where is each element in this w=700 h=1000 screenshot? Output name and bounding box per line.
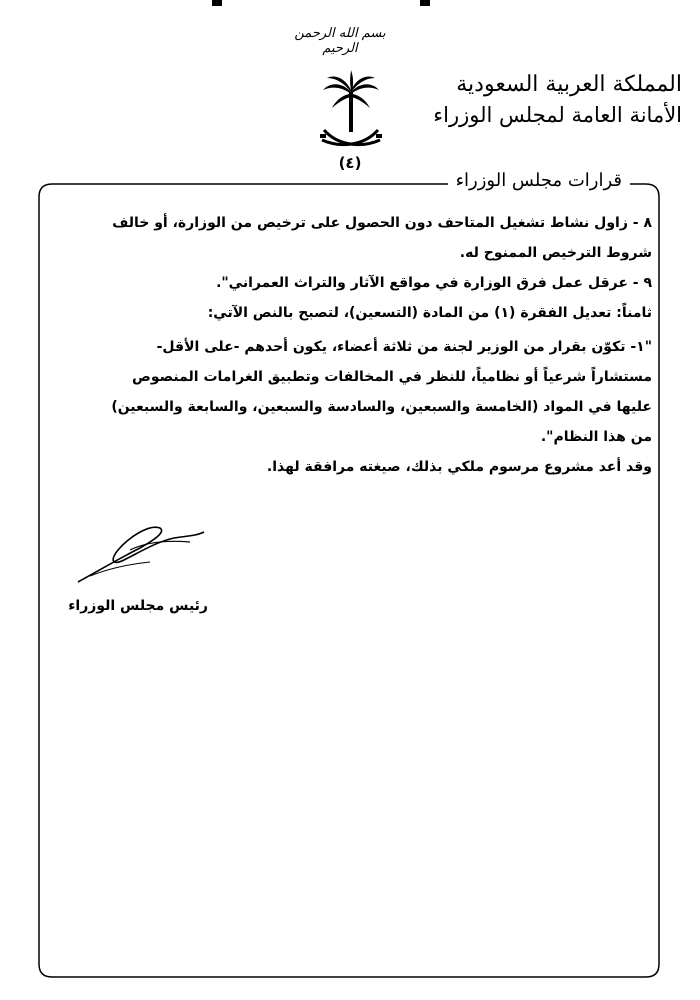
text-line: مستشاراً شرعياً أو نظامياً، للنظر في المخالفات وتطبيق الغرامات المنصوص [132,369,652,385]
text-line: ٩ - عرقل عمل فرق الوزارة في مواقع الآثار والتراث العمراني". [216,275,652,291]
text-line: من هذا النظام". [540,429,652,445]
text-line: عليها في المواد (الخامسة والسبعين، والسادسة والسبعين، والسابعة والسبعين) [111,399,652,415]
scan-mark-left [212,0,222,6]
basmala: بسم الله الرحمن الرحيم [294,26,386,56]
kingdom-name: المملكة العربية السعودية [456,72,682,97]
page-number: (٤) [338,154,362,172]
text-line: وقد أعد مشروع مرسوم ملكي بذلك، صيغته مرافقة لهذا. [266,459,652,475]
text-line: ٨ - زاول نشاط تشغيل المتاحف دون الحصول على ترخيص من الوزارة، أو خالف [112,215,652,231]
text-line: ثامناً: تعديل الفقرة (١) من المادة (التسعين)، لتصبح بالنص الآتي: [207,305,652,321]
scan-mark-right [420,0,430,6]
frame-label: قرارات مجلس الوزراء [448,170,630,191]
secretariat-name: الأمانة العامة لمجلس الوزراء [433,103,682,127]
decision-text [48,208,652,482]
letterhead [433,70,682,130]
text-line: شروط الترخيص الممنوح له. [459,245,652,261]
saudi-emblem-icon [318,70,384,156]
signature-icon [70,520,210,590]
text-line: "١- تكوّن بقرار من الوزير لجنة من ثلاثة أعضاء، يكون أحدهم -على الأقل- [156,339,652,355]
signatory-title: رئيس مجلس الوزراء [68,598,208,614]
